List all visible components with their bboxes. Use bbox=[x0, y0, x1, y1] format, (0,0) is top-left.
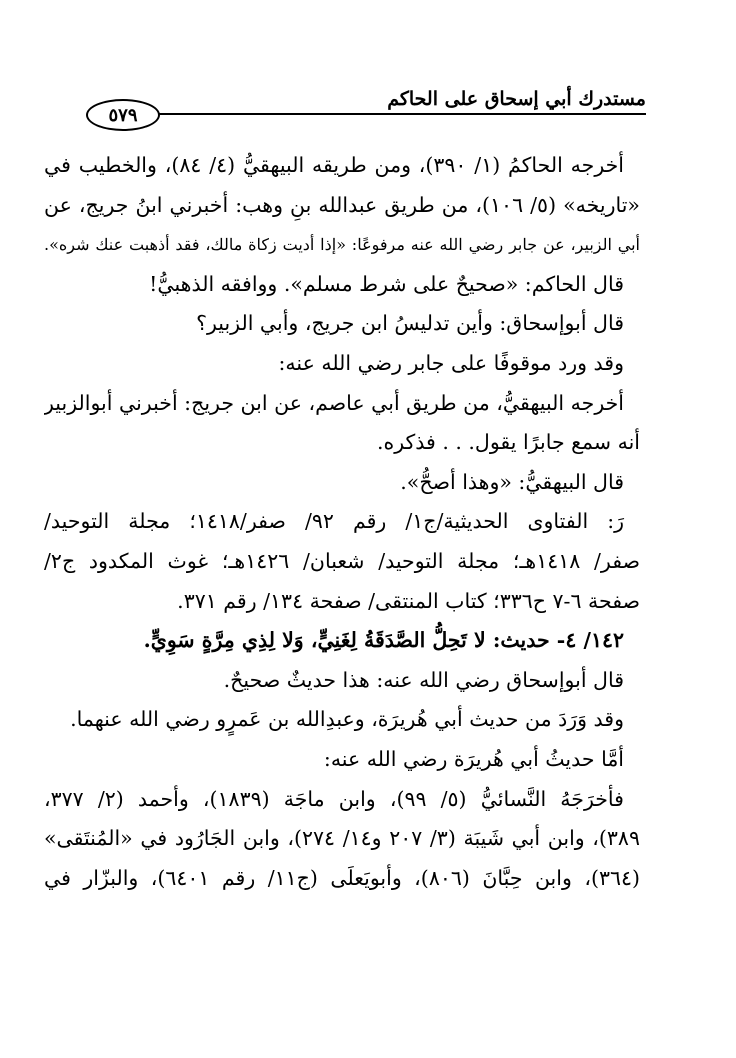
text-line: صفر/ ١٤١٨هـ؛ مجلة التوحيد/ شعبان/ ١٤٢٦هـ؛ غوث المكدود ج٢/ bbox=[44, 548, 640, 573]
body-text bbox=[44, 146, 640, 898]
text-line: أبي الزبير، عن جابر رضي الله عنه مرفوعًا: «إذا أديت زكاة مالك، فقد أذهبت عنك شره». bbox=[44, 235, 640, 255]
page-number-badge: ٥٧٩ bbox=[86, 99, 160, 131]
text-line: وقد وَرَدَ من حديث أبي هُريرَة، وعبدِالله بن عَمرٍو رضي الله عنهما. bbox=[70, 707, 624, 732]
text-line: «تاريخه» (٥/ ١٠٦)، من طريق عبدالله بنِ وهب: أخبرني ابنُ جريج، عن bbox=[44, 192, 640, 217]
text-line: قال البيهقيُّ: «وهذا أصحُّ». bbox=[400, 469, 624, 494]
text-line: وقد ورد موقوفًا على جابر رضي الله عنه: bbox=[278, 350, 624, 375]
header-rule bbox=[158, 113, 646, 115]
text-line: صفحة ٦-٧ ح٣٣٦؛ كتاب المنتقى/ صفحة ١٣٤/ رقم ٣٧١. bbox=[177, 588, 640, 613]
text-line: قال أبوإسحاق: وأين تدليسُ ابن جريج، وأبي الزبير؟ bbox=[196, 311, 624, 336]
text-line: رَ: الفتاوى الحديثية/ج١/ رقم ٩٢/ صفر/١٤١٨؛ مجلة التوحيد/ bbox=[44, 509, 624, 534]
text-line: ١٤٢/ ٤- حديث: لا تَحِلُّ الصَّدَقَةُ لِغَنِيٍّ، وَلا لِذِي مِرَّةٍ سَوِيٍّ. bbox=[143, 628, 624, 653]
text-line: أنه سمع جابرًا يقول. . . فذكره. bbox=[376, 430, 640, 455]
text-line: أخرجه الحاكمُ (١/ ٣٩٠)، ومن طريقه البيهقيُّ (٤/ ٨٤)، والخطيب في bbox=[44, 153, 624, 177]
text-line: قال أبوإسحاق رضي الله عنه: هذا حديثٌ صحيحٌ. bbox=[223, 667, 624, 692]
running-title: مستدرك أبي إسحاق على الحاكم bbox=[387, 88, 646, 110]
page-header bbox=[86, 82, 646, 126]
text-line: أخرجه البيهقيُّ، من طريق أبي عاصم، عن ابن جريج: أخبرني أبوالزبير bbox=[44, 390, 624, 415]
text-line: فأخرَجَهُ النَّسائيُّ (٥/ ٩٩)، وابن ماجَة (١٨٣٩)، وأحمد (٢/ ٣٧٧، bbox=[44, 786, 624, 811]
text-line: قال الحاكم: «صحيحٌ على شرط مسلم». ووافقه الذهبيُّ! bbox=[149, 271, 624, 296]
text-line: (٣٦٤)، وابن حِبَّانَ (٨٠٦)، وأبويَعلَى (ج١١/ رقم ٦٤٠١)، والبزّار في bbox=[44, 865, 640, 890]
text-line: ٣٨٩)، وابن أبي شَيبَة (٣/ ٢٠٧ و١٤/ ٢٧٤)، وابن الجَارُود في «المُنتَقى» bbox=[44, 826, 640, 851]
text-line: أمَّا حديثُ أبي هُريرَة رضي الله عنه: bbox=[323, 746, 624, 771]
